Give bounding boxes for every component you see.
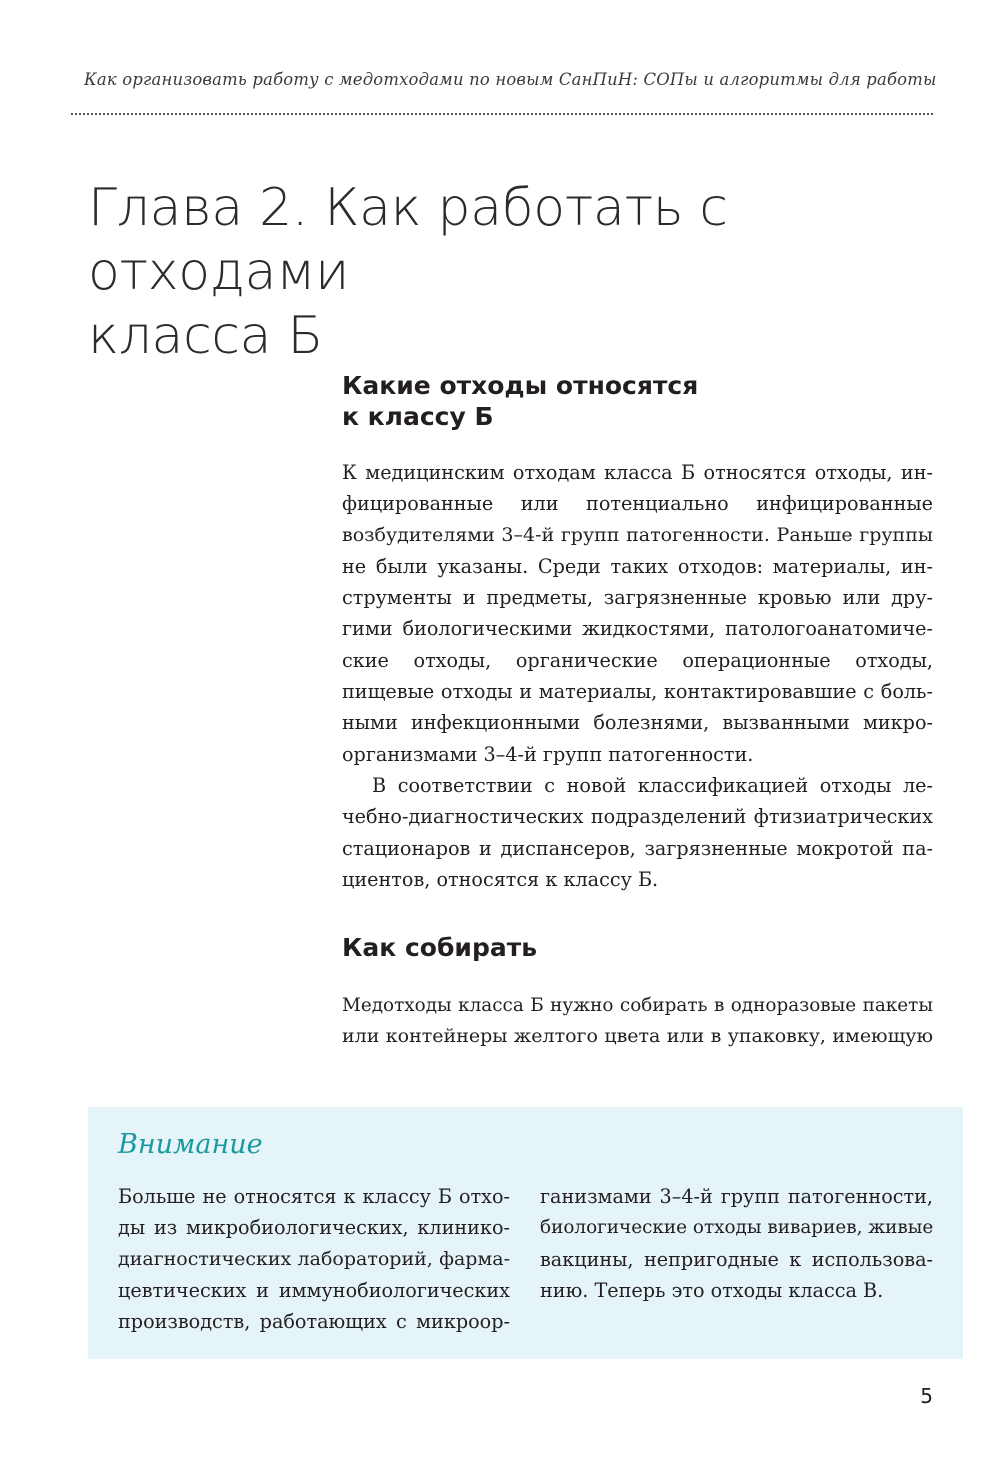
chapter-title-line: Глава 2. Как работать с отходами xyxy=(88,178,728,302)
attention-line: ганизмами 3–4-й групп патогенности, xyxy=(540,1185,933,1208)
chapter-title-line: класса Б xyxy=(88,306,323,366)
section-body-collect xyxy=(342,990,933,1053)
attention-title: Внимание xyxy=(118,1129,263,1160)
section-heading-line: к классу Б xyxy=(342,402,494,431)
body-line: фицированные или потенциально инфицированные xyxy=(342,492,933,516)
body-line: организмами 3–4-й групп патогенности. xyxy=(342,742,754,766)
attention-column-left xyxy=(118,1181,510,1337)
attention-line: ды из микробиологических, клинико- xyxy=(118,1216,510,1240)
body-line: возбудителями 3–4-й групп патогенности. Раньше группы xyxy=(342,523,933,546)
body-line: гими биологическими жидкостями, патологоанатомиче- xyxy=(342,617,933,641)
body-line: К медицинским отходам класса Б относятся отходы, ин- xyxy=(342,461,933,484)
section-body-class-b xyxy=(342,457,933,895)
attention-column-right xyxy=(540,1181,933,1306)
attention-line: биологические отходы вивариев, живые xyxy=(540,1217,934,1239)
attention-line: цевтических и иммунобиологических xyxy=(118,1278,510,1302)
body-line: или контейнеры желтого цвета или в упаковку, имеющую xyxy=(342,1025,933,1048)
body-line: ские отходы, органические операционные отходы, xyxy=(342,648,933,672)
section-heading-class-b xyxy=(342,370,698,432)
section-heading-line: Какие отходы относятся xyxy=(342,371,699,400)
attention-callout xyxy=(88,1107,963,1359)
page-number: 5 xyxy=(920,1384,933,1408)
body-line: Медотходы класса Б нужно собирать в одноразовые пакеты xyxy=(342,995,933,1016)
body-line: пищевые отходы и материалы, контактировавшие с боль- xyxy=(342,680,933,704)
chapter-title xyxy=(88,176,968,368)
header-divider xyxy=(71,113,933,115)
section-heading-collect: Как собирать xyxy=(342,933,538,962)
attention-line: производств, работающих с микроор- xyxy=(118,1310,510,1334)
attention-line: диагностических лабораторий, фарма- xyxy=(118,1247,510,1270)
running-header: Как организовать работу с медотходами по новым СанПиН: СОПы и алгоритмы для работы xyxy=(84,70,937,89)
body-line: ными инфекционными болезнями, вызванными микро- xyxy=(342,711,933,735)
body-line: стационаров и диспансеров, загрязненные мокротой па- xyxy=(342,836,933,860)
body-line: струменты и предметы, загрязненные кровью или дру- xyxy=(342,586,933,610)
body-line: циентов, относятся к классу Б. xyxy=(342,867,659,891)
body-line: не были указаны. Среди таких отходов: материалы, ин- xyxy=(342,554,933,578)
body-line: чебно-диагностических подразделений фтизиатрических xyxy=(342,805,933,829)
attention-line: нию. Теперь это отходы класса В. xyxy=(540,1278,884,1302)
body-line: В соответствии с новой классификацией отходы ле- xyxy=(372,773,933,797)
attention-line: вакцины, непригодные к использова- xyxy=(540,1247,933,1271)
attention-line: Больше не относятся к классу Б отхо- xyxy=(118,1185,510,1208)
